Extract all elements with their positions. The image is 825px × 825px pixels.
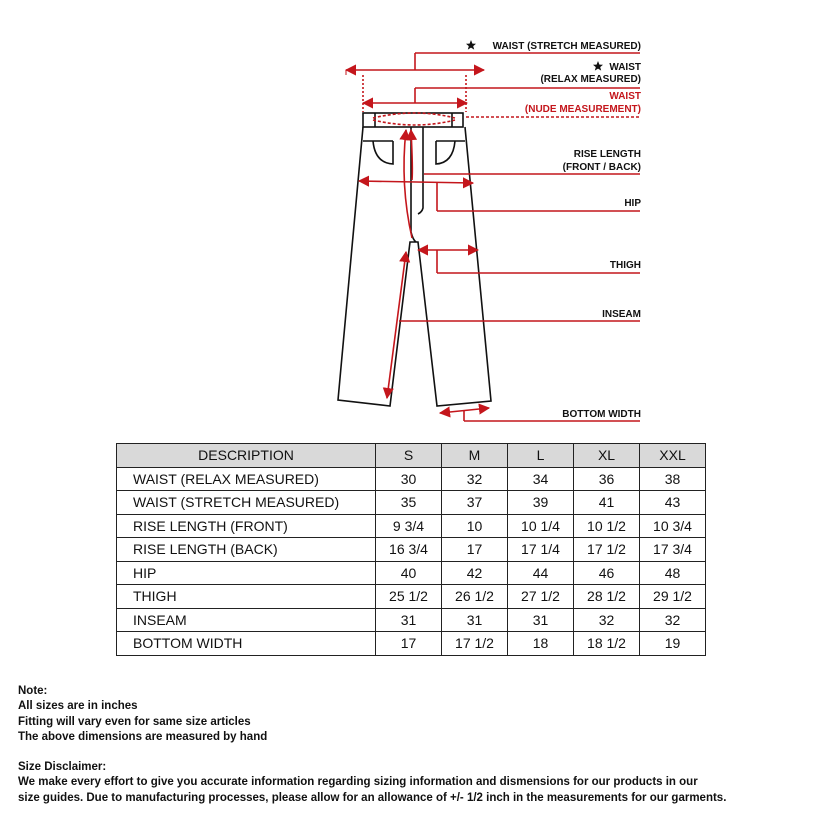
notes-title: Note: bbox=[18, 685, 48, 697]
table-cell: 27 1/2 bbox=[508, 585, 574, 609]
size-chart-table bbox=[116, 443, 706, 656]
table-cell: 31 bbox=[508, 608, 574, 632]
column-header: DESCRIPTION bbox=[117, 444, 376, 468]
table-cell: 17 bbox=[376, 632, 442, 656]
column-header: S bbox=[376, 444, 442, 468]
column-header: XL bbox=[574, 444, 640, 468]
label-inseam: INSEAM bbox=[602, 309, 641, 320]
label-waist-nude-line1: WAIST bbox=[609, 91, 641, 102]
label-rise-line1: RISE LENGTH bbox=[573, 149, 641, 160]
table-cell: 19 bbox=[640, 632, 706, 656]
row-label: RISE LENGTH (BACK) bbox=[117, 538, 376, 562]
table-row bbox=[117, 608, 706, 632]
disclaimer-line: size guides. Due to manufacturing processes, please allow for an allowance of +/- 1/2 inch in the measurements for our garments. bbox=[18, 791, 727, 804]
table-cell: 9 3/4 bbox=[376, 514, 442, 538]
table-cell: 18 bbox=[508, 632, 574, 656]
star-icon bbox=[466, 40, 476, 50]
label-hip: HIP bbox=[624, 198, 641, 209]
row-label: WAIST (STRETCH MEASURED) bbox=[117, 491, 376, 515]
table-row bbox=[117, 491, 706, 515]
column-header: L bbox=[508, 444, 574, 468]
table-cell: 28 1/2 bbox=[574, 585, 640, 609]
pants-outline bbox=[338, 113, 491, 406]
table-cell: 32 bbox=[574, 608, 640, 632]
table-row bbox=[117, 538, 706, 562]
table-cell: 48 bbox=[640, 561, 706, 585]
table-cell: 32 bbox=[640, 608, 706, 632]
note-line: Fitting will vary even for same size articles bbox=[18, 715, 251, 728]
label-rise-line2: (FRONT / BACK) bbox=[562, 162, 641, 173]
notes-section bbox=[18, 684, 818, 806]
table-cell: 29 1/2 bbox=[640, 585, 706, 609]
row-label: INSEAM bbox=[117, 608, 376, 632]
label-thigh: THIGH bbox=[609, 260, 641, 271]
table-cell: 40 bbox=[376, 561, 442, 585]
table-cell: 38 bbox=[640, 467, 706, 491]
table-cell: 10 bbox=[442, 514, 508, 538]
star-icon bbox=[593, 61, 603, 71]
table-cell: 17 1/2 bbox=[442, 632, 508, 656]
row-label: RISE LENGTH (FRONT) bbox=[117, 514, 376, 538]
table-cell: 16 3/4 bbox=[376, 538, 442, 562]
row-label: HIP bbox=[117, 561, 376, 585]
table-cell: 10 3/4 bbox=[640, 514, 706, 538]
table-row bbox=[117, 585, 706, 609]
table-cell: 17 3/4 bbox=[640, 538, 706, 562]
disclaimer-line: We make every effort to give you accurate information regarding sizing information and dismensions for our products in our bbox=[18, 776, 698, 789]
spacer bbox=[18, 745, 818, 760]
note-line: The above dimensions are measured by hand bbox=[18, 730, 268, 743]
row-label: THIGH bbox=[117, 585, 376, 609]
note-line: All sizes are in inches bbox=[18, 700, 138, 713]
table-cell: 25 1/2 bbox=[376, 585, 442, 609]
table-cell: 39 bbox=[508, 491, 574, 515]
table-cell: 10 1/4 bbox=[508, 514, 574, 538]
table-cell: 31 bbox=[376, 608, 442, 632]
table-cell: 30 bbox=[376, 467, 442, 491]
table-cell: 44 bbox=[508, 561, 574, 585]
disclaimer-title: Size Disclaimer: bbox=[18, 761, 107, 774]
label-waist-nude-line2: (NUDE MEASUREMENT) bbox=[524, 104, 641, 115]
table-cell: 17 1/4 bbox=[508, 538, 574, 562]
row-label: WAIST (RELAX MEASURED) bbox=[117, 467, 376, 491]
table-cell: 31 bbox=[442, 608, 508, 632]
label-bottom-width: BOTTOM WIDTH bbox=[562, 409, 641, 420]
table-row bbox=[117, 514, 706, 538]
label-waist-relax-line2: (RELAX MEASURED) bbox=[540, 74, 641, 85]
table-cell: 18 1/2 bbox=[574, 632, 640, 656]
table-cell: 35 bbox=[376, 491, 442, 515]
table-cell: 42 bbox=[442, 561, 508, 585]
table-cell: 46 bbox=[574, 561, 640, 585]
table-cell: 10 1/2 bbox=[574, 514, 640, 538]
table-cell: 26 1/2 bbox=[442, 585, 508, 609]
table-cell: 41 bbox=[574, 491, 640, 515]
table-cell: 32 bbox=[442, 467, 508, 491]
table-cell: 17 bbox=[442, 538, 508, 562]
column-header: M bbox=[442, 444, 508, 468]
table-cell: 36 bbox=[574, 467, 640, 491]
table-cell: 37 bbox=[442, 491, 508, 515]
column-header: XXL bbox=[640, 444, 706, 468]
label-waist-relax-line1: WAIST bbox=[609, 62, 641, 73]
table-header-row bbox=[117, 444, 706, 468]
table-row bbox=[117, 561, 706, 585]
label-waist-stretch: WAIST (STRETCH MEASURED) bbox=[492, 41, 641, 52]
row-label: BOTTOM WIDTH bbox=[117, 632, 376, 656]
table-cell: 17 1/2 bbox=[574, 538, 640, 562]
table-cell: 34 bbox=[508, 467, 574, 491]
table-row bbox=[117, 632, 706, 656]
table-row bbox=[117, 467, 706, 491]
table-cell: 43 bbox=[640, 491, 706, 515]
